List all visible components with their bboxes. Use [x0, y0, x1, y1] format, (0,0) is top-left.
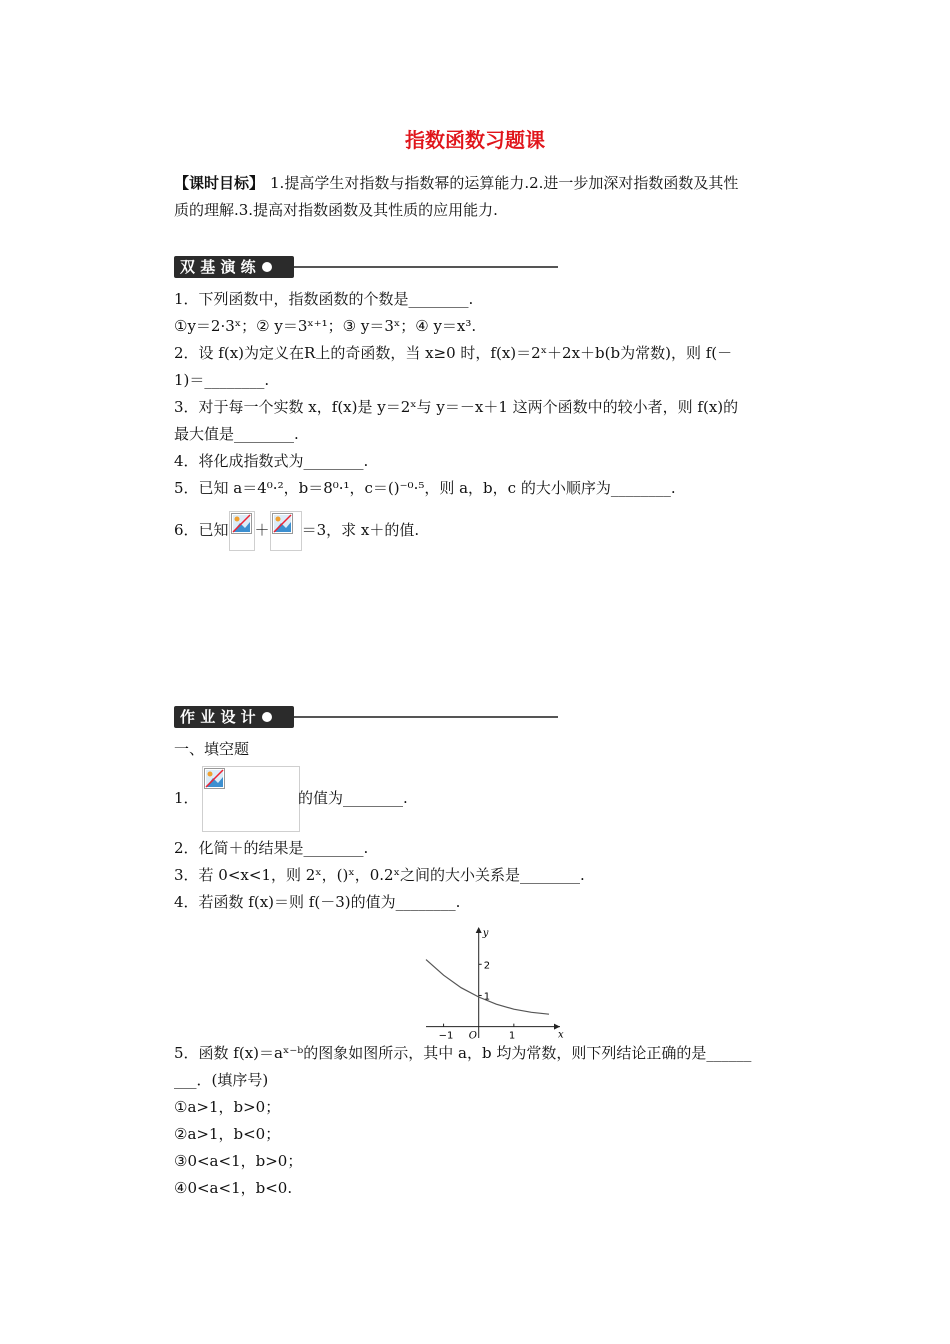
homework-5-line-1: 5．函数 f(x)＝aˣ⁻ᵇ的图象如图所示，其中 a，b 均为常数，则下列结论正确的是______ [174, 1044, 752, 1062]
homework-1-number: 1． [174, 789, 199, 807]
question-3-line-1: 3．对于每一个实数 x，f(x)是 y＝2ˣ与 y＝－x＋1 这两个函数中的较小者，则 f(x)的 [174, 398, 739, 416]
y-tick-label: 2 [483, 960, 491, 972]
broken-image-icon [204, 768, 225, 789]
goal-text-1: 1.提高学生对指数与指数幂的运算能力.2.进一步加深对指数函数及其性 [270, 174, 739, 192]
y-axis-arrow [476, 927, 482, 933]
divider [294, 266, 558, 268]
section-label: 作 业 设 计 [180, 708, 256, 726]
homework-4: 4．若函数 f(x)＝则 f(－3)的值为________. [174, 893, 461, 911]
homework-5-option-2: ②a>1，b<0； [174, 1125, 281, 1143]
broken-image-icon [272, 513, 293, 534]
section-header-homework [174, 706, 558, 728]
homework-1 [174, 766, 408, 830]
broken-image-icon [231, 513, 252, 534]
homework-3: 3．若 0<x<1，则 2ˣ，()ˣ，0.2ˣ之间的大小关系是________. [174, 866, 585, 884]
question-6 [174, 510, 419, 551]
question-3-line-2: 最大值是________. [174, 425, 299, 443]
formula-image-placeholder [229, 511, 255, 551]
goal-text-2: 质的理解.3.提高对指数函数及其性质的应用能力. [174, 201, 498, 219]
question-1-options: ①y＝2·3ˣ；② y＝3ˣ⁺¹；③ y＝3ˣ；④ y＝x³. [174, 317, 477, 335]
bullet-icon [262, 712, 272, 722]
y-axis-label: y [482, 928, 489, 939]
homework-2: 2．化简＋的结果是________. [174, 839, 369, 857]
formula-image-placeholder [270, 511, 302, 551]
homework-1-suffix: 的值为________. [298, 789, 408, 807]
y-tick-label: 1 [483, 991, 491, 1003]
homework-5-option-4: ④0<a<1，b<0. [174, 1179, 293, 1197]
question-6-prefix: 6．已知 [174, 521, 229, 539]
homework-5-option-1: ①a>1，b>0； [174, 1098, 281, 1116]
goal-label: 【课时目标】 [174, 174, 265, 192]
divider [294, 716, 558, 718]
question-2-line-1: 2．设 f(x)为定义在R上的奇函数，当 x≥0 时，f(x)＝2ˣ＋2x＋b(b为常数)，则 f(－ [174, 344, 733, 362]
question-5: 5．已知 a＝4⁰·²，b＝8⁰·¹，c＝()⁻⁰·⁵，则 a，b，c 的大小顺序为________. [174, 479, 676, 497]
lesson-goal [174, 170, 814, 224]
x-tick-label: −1 [438, 1030, 454, 1040]
section-label: 双 基 演 练 [180, 258, 256, 276]
homework-5-line-2: ___．(填序号) [174, 1071, 269, 1089]
question-1: 1．下列函数中，指数函数的个数是________. [174, 290, 474, 308]
bullet-icon [262, 262, 272, 272]
x-tick-label: 1 [508, 1030, 516, 1040]
question-2-line-2: 1)＝________. [174, 371, 270, 389]
plus-sign: ＋ [254, 521, 270, 539]
homework-5-option-3: ③0<a<1，b>0； [174, 1152, 303, 1170]
section-header-practice [174, 256, 558, 278]
question-6-suffix: ＝3，求 x＋的值. [301, 521, 420, 539]
origin-label: O [468, 1030, 477, 1040]
homework-heading: 一、填空题 [174, 740, 250, 758]
question-4: 4．将化成指数式为________. [174, 452, 369, 470]
exponential-graph [424, 924, 564, 1040]
page-title: 指数函数习题课 [405, 128, 545, 152]
formula-image-placeholder [202, 766, 300, 832]
x-axis-label: x [558, 1029, 564, 1040]
